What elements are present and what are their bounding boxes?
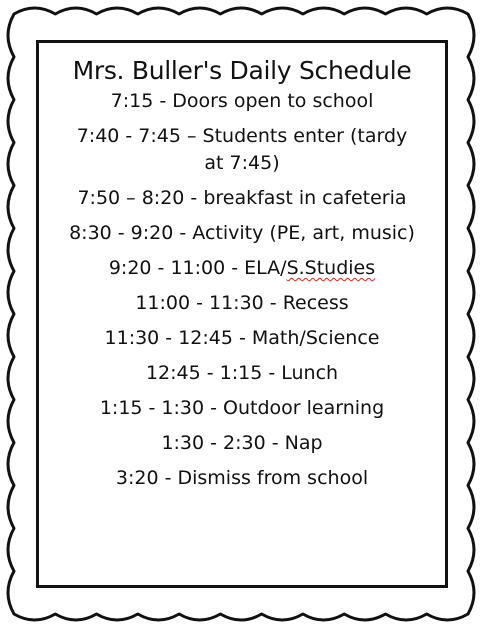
schedule-entry-activity: 8:30 - 9:20 - Activity (PE, art, music) [69, 222, 415, 244]
schedule-content [36, 40, 448, 492]
schedule-entry-recess: 11:00 - 11:30 - Recess [135, 292, 349, 314]
schedule-entry-ela [36, 255, 448, 282]
schedule-title: Mrs. Buller's Daily Schedule [72, 56, 412, 85]
schedule-entry-nap: 1:30 - 2:30 - Nap [161, 432, 323, 454]
schedule-entry-dismiss: 3:20 - Dismiss from school [115, 467, 369, 489]
schedule-entry-outdoor-learning: 1:15 - 1:30 - Outdoor learning [99, 397, 385, 419]
schedule-entry-doors-open: 7:15 - Doors open to school [110, 90, 374, 112]
schedule-entry-students-enter: 7:40 - 7:45 – Students enter (tardy at 7:45) [76, 125, 408, 174]
ela-label: 9:20 - 11:00 - ELA/ [108, 257, 287, 279]
schedule-entry-breakfast: 7:50 – 8:20 - breakfast in cafeteria [77, 187, 407, 209]
schedule-entry-lunch: 12:45 - 1:15 - Lunch [145, 362, 339, 384]
schedule-list [36, 88, 448, 492]
schedule-entry-math-science: 11:30 - 12:45 - Math/Science [104, 327, 380, 349]
misspelled-word: S.Studies [286, 257, 376, 279]
